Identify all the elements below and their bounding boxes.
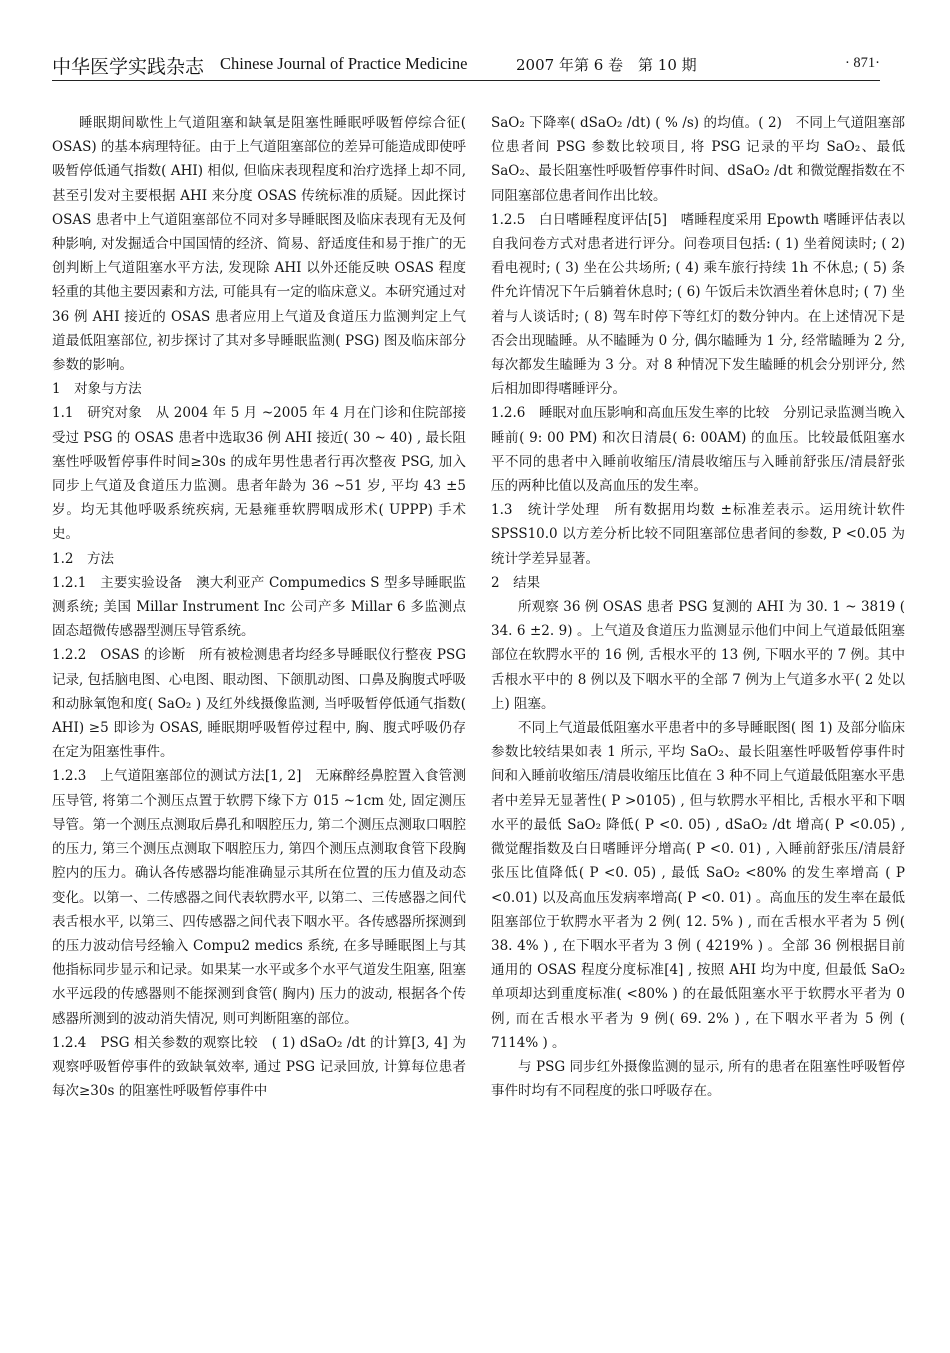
paragraph-results-1: 所观察 36 例 OSAS 患者 PSG 复测的 AHI 为 30. 1 ~ 3819 ( 34. 6 ±2. 9) 。上气道及食道压力监测显示他们中间上气道最低阻塞部位在软腭水平的 16 例, 舌根水平的 13 例, 下咽水平的 7 例。其中舌根水平中的 8 例以及下咽水平的全部 7 例为上气道多水平( 2 处以上) 阻塞。 — [491, 599, 905, 712]
paragraph-subjects: 1.1 研究对象 从 2004 年 5 月 ~2005 年 4 月在门诊和住院部接受过 PSG 的 OSAS 患者中选取36 例 AHI 接近( 30 ~ 40) , 最长阻塞性呼吸暂停事件时间≥30s 的成年男性患者行再次整夜 PSG, 加入同步上气道及食道压力监测。患者年龄为 36 ~51 岁, 平均 43 ±5 岁。均无其他呼吸系统疾病, 无悬雍垂软腭咽成形术( UPPP) 手术史。 — [52, 405, 466, 543]
paragraph-results-2: 不同上气道最低阻塞水平患者中的多导睡眠图( 图 1) 及部分临床参数比较结果如表 1 所示, 平均 SaO₂、最长阻塞性呼吸暂停事件时间和入睡前收缩压/清晨收缩压比值在 3 种不同上气道最低阻塞水平患者中差异无显著性( P >0105) , 但与软腭水平相比, 舌根水平和下咽水平的最低 SaO₂ 降低( P <0. 05) , dSaO₂ /dt 增高( P <0.05) , 微觉醒指数及白日嗜睡评分增高( P <0. 01) , 入睡前舒张压/清晨舒张压比值降低( P <0. 05) , 最低 SaO₂ <80% 的发生率增高 ( P <0.01) 以及高血压发病率增高( P <0. 01) 。高血压的发生率在最低阻塞部位于软腭水平者为 2 例( 12. 5% ) , 而在舌根水平者为 5 例( 38. 4% ) , 在下咽水平者为 3 例 ( 4219% ) 。全部 36 例根据目前通用的 OSAS 程度分度标准[4] , 按照 AHI 均为中度, 但最低 SaO₂ 单项却达到重度标准( <80% ) 的在最低阻塞水平于软腭水平者为 0 例, 而在舌根水平者为 9 例( 69. 2% ) , 在下咽水平者为 5 例 ( 7114% ) 。 — [491, 720, 905, 1051]
paragraph-sleepiness: 1.2.5 白日嗜睡程度评估[5] 嗜睡程度采用 Epowth 嗜睡评估表以自我问卷方式对患者进行评分。问卷项目包括: ( 1) 坐着阅读时; ( 2) 看电视时; ( 3) 坐在公共场所; ( 4) 乘车旅行持续 1h 不休息; ( 5) 条件允许情况下午后躺着休息时; ( 6) 午饭后未饮酒坐着休息时; ( 7) 坐着与人谈话时; ( 8) 驾车时停下等红灯的数分钟内。在上述情况下是否会出现瞌睡。从不瞌睡为 0 分, 偶尔瞌睡为 1 分, 经常瞌睡为 2 分, 每次都发生瞌睡为 3 分。对 8 种情况下发生瞌睡的机会分别评分, 然后相加即得嗜睡评分。 — [491, 211, 905, 398]
right-column — [491, 111, 905, 1103]
section-heading-results: 2 结果 — [491, 574, 541, 591]
header-rule — [52, 80, 880, 81]
section-heading-method: 1.2 方法 — [52, 550, 114, 567]
issue-info: 2007 年第 6 卷 第 10 期 — [516, 56, 697, 74]
page-number: · 871· — [844, 55, 880, 71]
journal-title-en: Chinese Journal of Practice Medicine — [220, 54, 468, 73]
running-header — [52, 52, 880, 78]
paragraph-diagnosis: 1.2.2 OSAS 的诊断 所有被检测患者均经多导睡眠仪行整夜 PSG 记录, 包括脑电图、心电图、眼动图、下颌肌动图、口鼻及胸腹式呼吸和动脉氧饱和度( SaO₂ ) 及红外线摄像监测, 当呼吸暂停低通气指数( AHI) ≥5 即诊为 OSAS, 睡眠期呼吸暂停过程中, 胸、腹式呼吸仍存在定为阻塞性事件。 — [52, 647, 466, 761]
intro-paragraph: 睡眠期间歇性上气道阻塞和缺氧是阻塞性睡眠呼吸暂停综合征( OSAS) 的基本病理特征。由于上气道阻塞部位的差异可能造成即使呼吸暂停低通气指数( AHI) 相似, 但临床表现程度和治疗选择上却不同, 甚至引发对主要根据 AHI 来分度 OSAS 传统标准的质疑。因此探讨 OSAS 患者中上气道阻塞部位不同对多导睡眠图及临床表现有无及何种影响, 对发掘适合中国国情的经济、简易、舒适度佳和易于推广的无创判断上气道阻塞水平方法, 发现除 AHI 以外还能反映 OSAS 程度轻重的其他主要因素和方法, 可能具有一定的临床意义。本研究通过对 36 例 AHI 接近的 OSAS 患者应用上气道及食道压力监测判定上气道最低阻塞部位, 初步探讨了其对多导睡眠监测( PSG) 图及临床部分参数的影响。 — [52, 115, 466, 374]
paragraph-blood-pressure: 1.2.6 睡眠对血压影响和高血压发生率的比较 分别记录监测当晚入睡前( 9: 00 PM) 和次日清晨( 6: 00AM) 的血压。比较最低阻塞水平不同的患者中入睡前收缩压/清晨收缩压与入睡前舒张压/清晨舒张压的两种比值以及高血压的发生率。 — [491, 405, 905, 495]
left-column — [52, 111, 466, 1103]
paragraph-psg-continued: SaO₂ 下降率( dSaO₂ /dt) ( % /s) 的均值。( 2) 不同上气道阻塞部位患者间 PSG 参数比较项目, 将 PSG 记录的平均 SaO₂、最低 SaO₂、最长阻塞性呼吸暂停事件时间、dSaO₂ /dt 和微觉醒指数在不同阻塞部位患者间作出比较。 — [491, 115, 905, 204]
paragraph-equipment: 1.2.1 主要实验设备 澳大利亚产 Compumedics S 型多导睡眠监测系统; 美国 Millar Instrument Inc 公司产多 Millar 6 多监测点固态超微传感器型测压导管系统。 — [52, 574, 466, 640]
journal-title-cn: 中华医学实践杂志 — [52, 56, 205, 78]
paragraph-obstruction-test: 1.2.3 上气道阻塞部位的测试方法[1, 2] 无麻醉经鼻腔置入食管测压导管, 将第二个测压点置于软腭下缘下方 015 ~1cm 处, 固定测压导管。第一个测压点测取后鼻孔和咽腔压力, 第二个测压点测取口咽腔的压力, 第三个测压点测取下咽腔压力, 第四个测压点测取食管下段胸腔内的压力。确认各传感器均能准确显示其所在位置的压力值及动态变化。以第一、二传感器之间代表软腭水平, 以第二、三传感器之间代表舌根水平, 以第三、四传感器之间代表下咽水平。各传感器所探测到的压力波动信号经输入 Compu2 medics 系统, 在多导睡眠图上与其他指标同步显示和记录。如果某一水平或多个水平气道发生阻塞, 阻塞水平远段的传感器则不能探测到食管( 胸内) 压力的波动, 根据各个传感器所测到的波动消失情况, 则可判断阻塞的部位。 — [52, 768, 466, 1027]
section-heading-methods: 1 对象与方法 — [52, 381, 142, 398]
paragraph-psg-parameters: 1.2.4 PSG 相关参数的观察比较 ( 1) dSaO₂ /dt 的计算[3, 4] 为观察呼吸暂停事件的致缺氧效率, 通过 PSG 记录回放, 计算每位患者每次≥30s 的阻塞性呼吸暂停事件中 — [52, 1034, 466, 1100]
paragraph-statistics: 1.3 统计学处理 所有数据用均数 ±标准差表示。运用统计软件 SPSS10.0 以方差分析比较不同阻塞部位患者间的参数, P <0.05 为统计学差异显著。 — [491, 502, 905, 567]
paragraph-results-3: 与 PSG 同步红外摄像监测的显示, 所有的患者在阻塞性呼吸暂停事件时均有不同程度的张口呼吸存在。 — [491, 1058, 905, 1100]
